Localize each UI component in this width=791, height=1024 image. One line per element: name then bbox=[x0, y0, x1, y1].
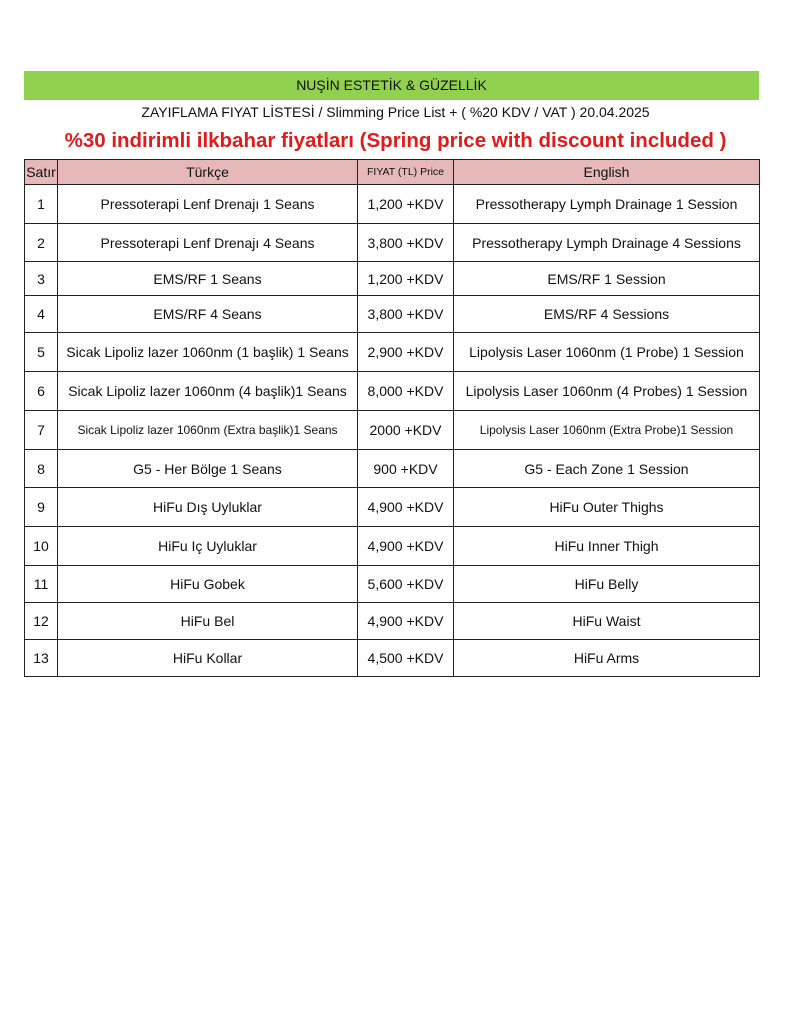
table-row bbox=[25, 488, 760, 527]
price-cell: 4,900 +KDV bbox=[358, 527, 454, 566]
table-row bbox=[25, 450, 760, 488]
price-cell: 2000 +KDV bbox=[358, 411, 454, 450]
turkish-name-cell: G5 - Her Bölge 1 Seans bbox=[58, 450, 358, 488]
table-row bbox=[25, 566, 760, 603]
price-list-subtitle: ZAYIFLAMA FIYAT LİSTESİ / Slimming Price List + ( %20 KDV / VAT ) 20.04.2025 bbox=[141, 104, 650, 120]
row-number-cell: 9 bbox=[25, 488, 58, 527]
turkish-name-cell: EMS/RF 1 Seans bbox=[58, 262, 358, 296]
english-name-cell: HiFu Waist bbox=[454, 603, 760, 640]
table-row bbox=[25, 640, 760, 677]
english-name-cell: Lipolysis Laser 1060nm (Extra Probe)1 Session bbox=[454, 411, 760, 450]
price-cell: 3,800 +KDV bbox=[358, 224, 454, 262]
table-row bbox=[25, 527, 760, 566]
turkish-name-cell: HiFu Dış Uyluklar bbox=[58, 488, 358, 527]
english-name-cell: Lipolysis Laser 1060nm (1 Probe) 1 Session bbox=[454, 333, 760, 372]
price-cell: 900 +KDV bbox=[358, 450, 454, 488]
row-number-cell: 5 bbox=[25, 333, 58, 372]
price-cell: 5,600 +KDV bbox=[358, 566, 454, 603]
turkish-name-cell: HiFu Kollar bbox=[58, 640, 358, 677]
price-cell: 4,900 +KDV bbox=[358, 488, 454, 527]
turkish-name-cell: Pressoterapi Lenf Drenajı 4 Seans bbox=[58, 224, 358, 262]
turkish-name-cell: Sicak Lipoliz lazer 1060nm (4 başlik)1 Seans bbox=[58, 372, 358, 411]
turkish-name-cell: EMS/RF 4 Seans bbox=[58, 296, 358, 333]
price-table bbox=[24, 159, 760, 677]
discount-headline: %30 indirimli ilkbahar fiyatları (Spring price with discount included ) bbox=[64, 129, 727, 152]
table-row bbox=[25, 224, 760, 262]
table-row bbox=[25, 296, 760, 333]
price-cell: 1,200 +KDV bbox=[358, 185, 454, 224]
row-number-cell: 13 bbox=[25, 640, 58, 677]
english-name-cell: Pressotherapy Lymph Drainage 1 Session bbox=[454, 185, 760, 224]
header-price: FIYAT (TL) Price bbox=[358, 160, 454, 185]
price-cell: 2,900 +KDV bbox=[358, 333, 454, 372]
turkish-name-cell: Pressoterapi Lenf Drenajı 1 Seans bbox=[58, 185, 358, 224]
row-number-cell: 4 bbox=[25, 296, 58, 333]
business-name-banner: NUŞİN ESTETİK & GÜZELLİK bbox=[24, 71, 759, 100]
table-header-row bbox=[25, 160, 760, 185]
turkish-name-cell: Sicak Lipoliz lazer 1060nm (1 başlik) 1 Seans bbox=[58, 333, 358, 372]
turkish-name-cell: HiFu Bel bbox=[58, 603, 358, 640]
english-name-cell: G5 - Each Zone 1 Session bbox=[454, 450, 760, 488]
row-number-cell: 3 bbox=[25, 262, 58, 296]
english-name-cell: EMS/RF 1 Session bbox=[454, 262, 760, 296]
price-cell: 8,000 +KDV bbox=[358, 372, 454, 411]
row-number-cell: 10 bbox=[25, 527, 58, 566]
english-name-cell: HiFu Inner Thigh bbox=[454, 527, 760, 566]
header-row-number: Satır bbox=[25, 160, 58, 185]
row-number-cell: 1 bbox=[25, 185, 58, 224]
header-english: English bbox=[454, 160, 760, 185]
header-turkish: Türkçe bbox=[58, 160, 358, 185]
table-row bbox=[25, 333, 760, 372]
table-row bbox=[25, 411, 760, 450]
english-name-cell: Lipolysis Laser 1060nm (4 Probes) 1 Session bbox=[454, 372, 760, 411]
english-name-cell: HiFu Arms bbox=[454, 640, 760, 677]
row-number-cell: 11 bbox=[25, 566, 58, 603]
table-row bbox=[25, 603, 760, 640]
turkish-name-cell: HiFu Iç Uyluklar bbox=[58, 527, 358, 566]
english-name-cell: Pressotherapy Lymph Drainage 4 Sessions bbox=[454, 224, 760, 262]
row-number-cell: 12 bbox=[25, 603, 58, 640]
turkish-name-cell: HiFu Gobek bbox=[58, 566, 358, 603]
table-row bbox=[25, 262, 760, 296]
english-name-cell: EMS/RF 4 Sessions bbox=[454, 296, 760, 333]
row-number-cell: 7 bbox=[25, 411, 58, 450]
turkish-name-cell: Sicak Lipoliz lazer 1060nm (Extra başlik)1 Seans bbox=[58, 411, 358, 450]
table-row bbox=[25, 185, 760, 224]
price-cell: 3,800 +KDV bbox=[358, 296, 454, 333]
price-cell: 1,200 +KDV bbox=[358, 262, 454, 296]
row-number-cell: 6 bbox=[25, 372, 58, 411]
row-number-cell: 8 bbox=[25, 450, 58, 488]
table-row bbox=[25, 372, 760, 411]
price-cell: 4,500 +KDV bbox=[358, 640, 454, 677]
row-number-cell: 2 bbox=[25, 224, 58, 262]
english-name-cell: HiFu Outer Thighs bbox=[454, 488, 760, 527]
english-name-cell: HiFu Belly bbox=[454, 566, 760, 603]
price-cell: 4,900 +KDV bbox=[358, 603, 454, 640]
